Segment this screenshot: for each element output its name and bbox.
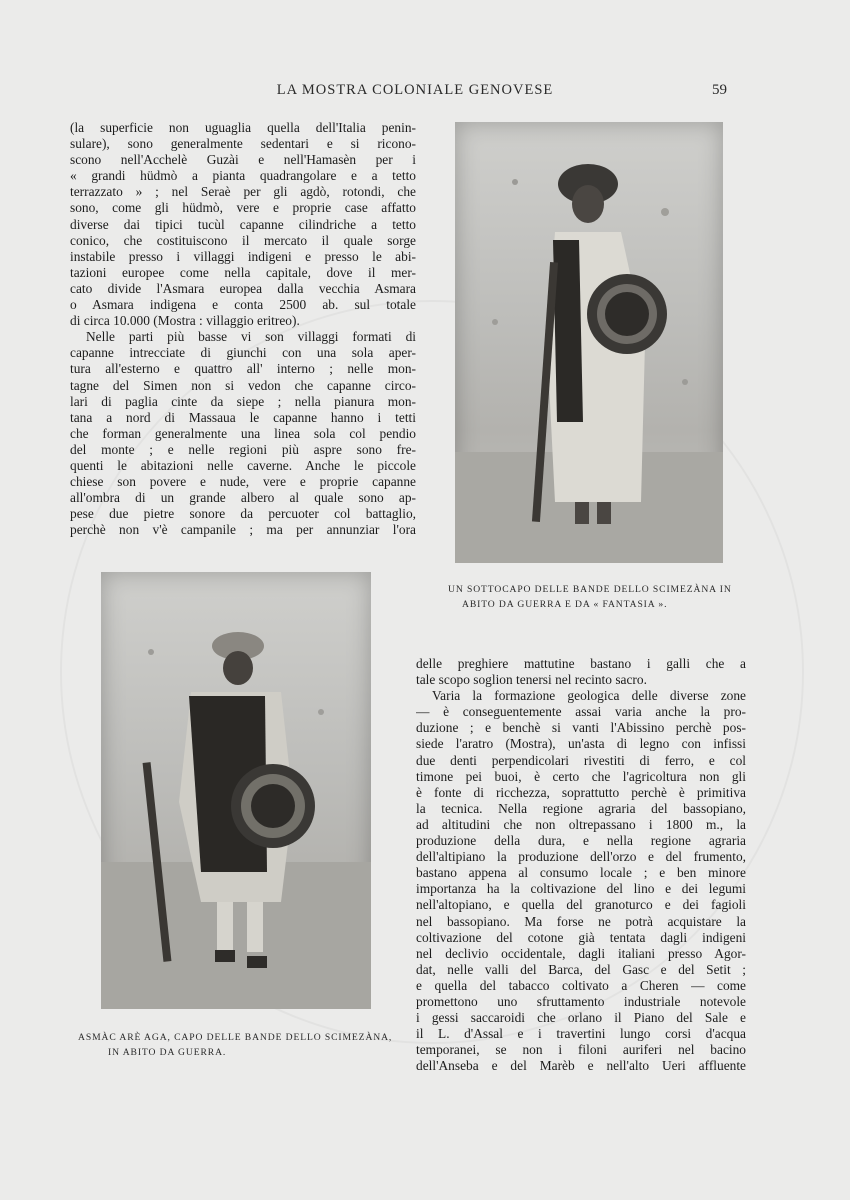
- text-line: ad altitudini che non oltrepassano i 1800 m., la: [416, 816, 746, 832]
- text-line: instabile presso i villaggi indigeni e presso le abi-: [70, 248, 416, 264]
- page-number: 59: [712, 82, 727, 98]
- text-line: all'ombra di un grande albero al quale sono ap-: [70, 490, 416, 506]
- caption-line: ABITO DA GUERRA E DA « FANTASIA ».: [462, 599, 668, 610]
- photo-warrior-subchief: [455, 122, 723, 563]
- text-line: perchè non v'è campanile ; ma per annunziar l'ora: [70, 522, 416, 538]
- right-column-text: [416, 656, 746, 1074]
- text-line: due denti perpendicolari rivestiti di ferro, e col: [416, 752, 746, 768]
- text-line: duzione ; e benchè si vanti l'Abissino perchè pos-: [416, 720, 746, 736]
- text-line: tale scopo soglion tenersi nel recinto sacro.: [416, 672, 647, 688]
- caption-line: IN ABITO DA GUERRA.: [108, 1047, 227, 1058]
- text-line: sulare), sono generalmente sedentari e si ricono-: [70, 136, 416, 152]
- text-line: tana a nord di Massaua le capanne hanno i tetti: [70, 409, 416, 425]
- text-line: chiese son povere e nude, vere e proprie capanne: [70, 474, 416, 490]
- text-line: nel declivio occidentale, dagli italiani presso Agor-: [416, 945, 746, 961]
- figure-caption-left: [78, 1030, 398, 1060]
- text-line: cato divide l'Asmara europea dalla vecchia Asmara: [70, 280, 416, 296]
- text-line: produzione della dura, e nella regione agraria: [416, 833, 746, 849]
- text-line: — è conseguentemente assai varia anche la pro-: [416, 704, 746, 720]
- text-line: promettono uno sfruttamento industriale notevole: [416, 993, 746, 1009]
- text-line: temporanei, se non i filoni auriferi nel bacino: [416, 1042, 746, 1058]
- text-line: coltivazione del cotone già tentata dagli indigeni: [416, 929, 746, 945]
- text-line: i gessi saccaroidi che orlano il Piano del Sale e: [416, 1010, 746, 1026]
- text-line: sono, come gli hüdmò, vere e proprie case affatto: [70, 200, 416, 216]
- left-column-text: [70, 120, 416, 538]
- text-line: « grandi hüdmò a pianta quadrangolare e a tetto: [70, 168, 416, 184]
- text-line: nel bassopiano. Ma forse ne potrà acquistare la: [416, 913, 746, 929]
- text-line: delle preghiere mattutine bastano i galli che a: [416, 656, 746, 671]
- figure-caption-right: [448, 582, 738, 612]
- text-line: scono nell'Acchelè Guzài e nell'Hamasèn per i: [70, 152, 416, 168]
- text-line: è fonte di ricchezza, soprattutto perchè è primitiva: [416, 784, 746, 800]
- text-line: tura all'esterno e quattro all' interno ; nelle mon-: [70, 361, 416, 377]
- text-line: dell'Anseba e del Marèb e nell'alto Ueri affluente: [416, 1058, 746, 1074]
- text-line: diverse dai tipici tucùl capanne cilindriche a tetto: [70, 216, 416, 232]
- text-line: Nelle parti più basse vi son villaggi formati di: [86, 329, 416, 345]
- text-line: di circa 10.000 (Mostra : villaggio eritreo).: [70, 313, 300, 329]
- text-line: la tecnica. Nella regione agraria del bassopiano,: [416, 800, 746, 816]
- text-line: tazioni europee come nella capitale, dove il mer-: [70, 264, 416, 280]
- text-line: Varia la formazione geologica delle diverse zone: [432, 688, 746, 704]
- text-line: (la superficie non uguaglia quella dell'Italia penin-: [70, 120, 416, 135]
- text-line: bastano appena al consumo locale ; e ben minore: [416, 865, 746, 881]
- text-line: che forman generalmente una linea sola col pendio: [70, 425, 416, 441]
- text-line: siede l'aratro (Mostra), un'asta di legno con infissi: [416, 736, 746, 752]
- text-line: del monte ; e nelle regioni più aspre sono fre-: [70, 441, 416, 457]
- text-line: timone pei buoi, è certo che l'agricoltura non gli: [416, 768, 746, 784]
- photo-chief-illustration: [101, 572, 371, 1009]
- text-line: tagne del Simen non si vedon che capanne circo-: [70, 377, 416, 393]
- text-line: dell'altipiano la produzione dell'orzo e del frumento,: [416, 849, 746, 865]
- photo-warrior-chief: [101, 572, 371, 1009]
- text-line: capanne intrecciate di giunchi con una sola aper-: [70, 345, 416, 361]
- text-line: terrazzato » ; nel Seraè per gli agdò, rotondi, che: [70, 184, 416, 200]
- text-line: o Asmara indigena e conta 2500 ab. sul totale: [70, 297, 416, 313]
- text-line: lari di paglia cinte da siepe ; nella pianura mon-: [70, 393, 416, 409]
- caption-line: ASMÀC ARÈ AGA, CAPO DELLE BANDE DELLO SCIMEZÀNA,: [78, 1032, 393, 1043]
- text-line: quenti le abitazioni nelle caverne. Anche le piccole: [70, 457, 416, 473]
- photo-warrior-illustration: [455, 122, 723, 563]
- text-line: nell'altopiano, e quella del granoturco e dei fagioli: [416, 897, 746, 913]
- caption-line: UN SOTTOCAPO DELLE BANDE DELLO SCIMEZÀNA IN: [448, 584, 732, 595]
- text-line: il L. d'Assal e i travertini lungo corsi d'acqua: [416, 1026, 746, 1042]
- running-title: LA MOSTRA COLONIALE GENOVESE: [276, 82, 554, 98]
- text-line: e quella del tabacco coltivato a Cheren — come: [416, 977, 746, 993]
- text-line: importanza ha la coltivazione del lino e dei legumi: [416, 881, 746, 897]
- text-line: dat, nelle valli del Barca, del Gasc e del Setit ;: [416, 961, 746, 977]
- text-line: pese due pietre sonore da percuoter col battaglio,: [70, 506, 416, 522]
- text-line: conico, che costituiscono il mercato il quale sorge: [70, 232, 416, 248]
